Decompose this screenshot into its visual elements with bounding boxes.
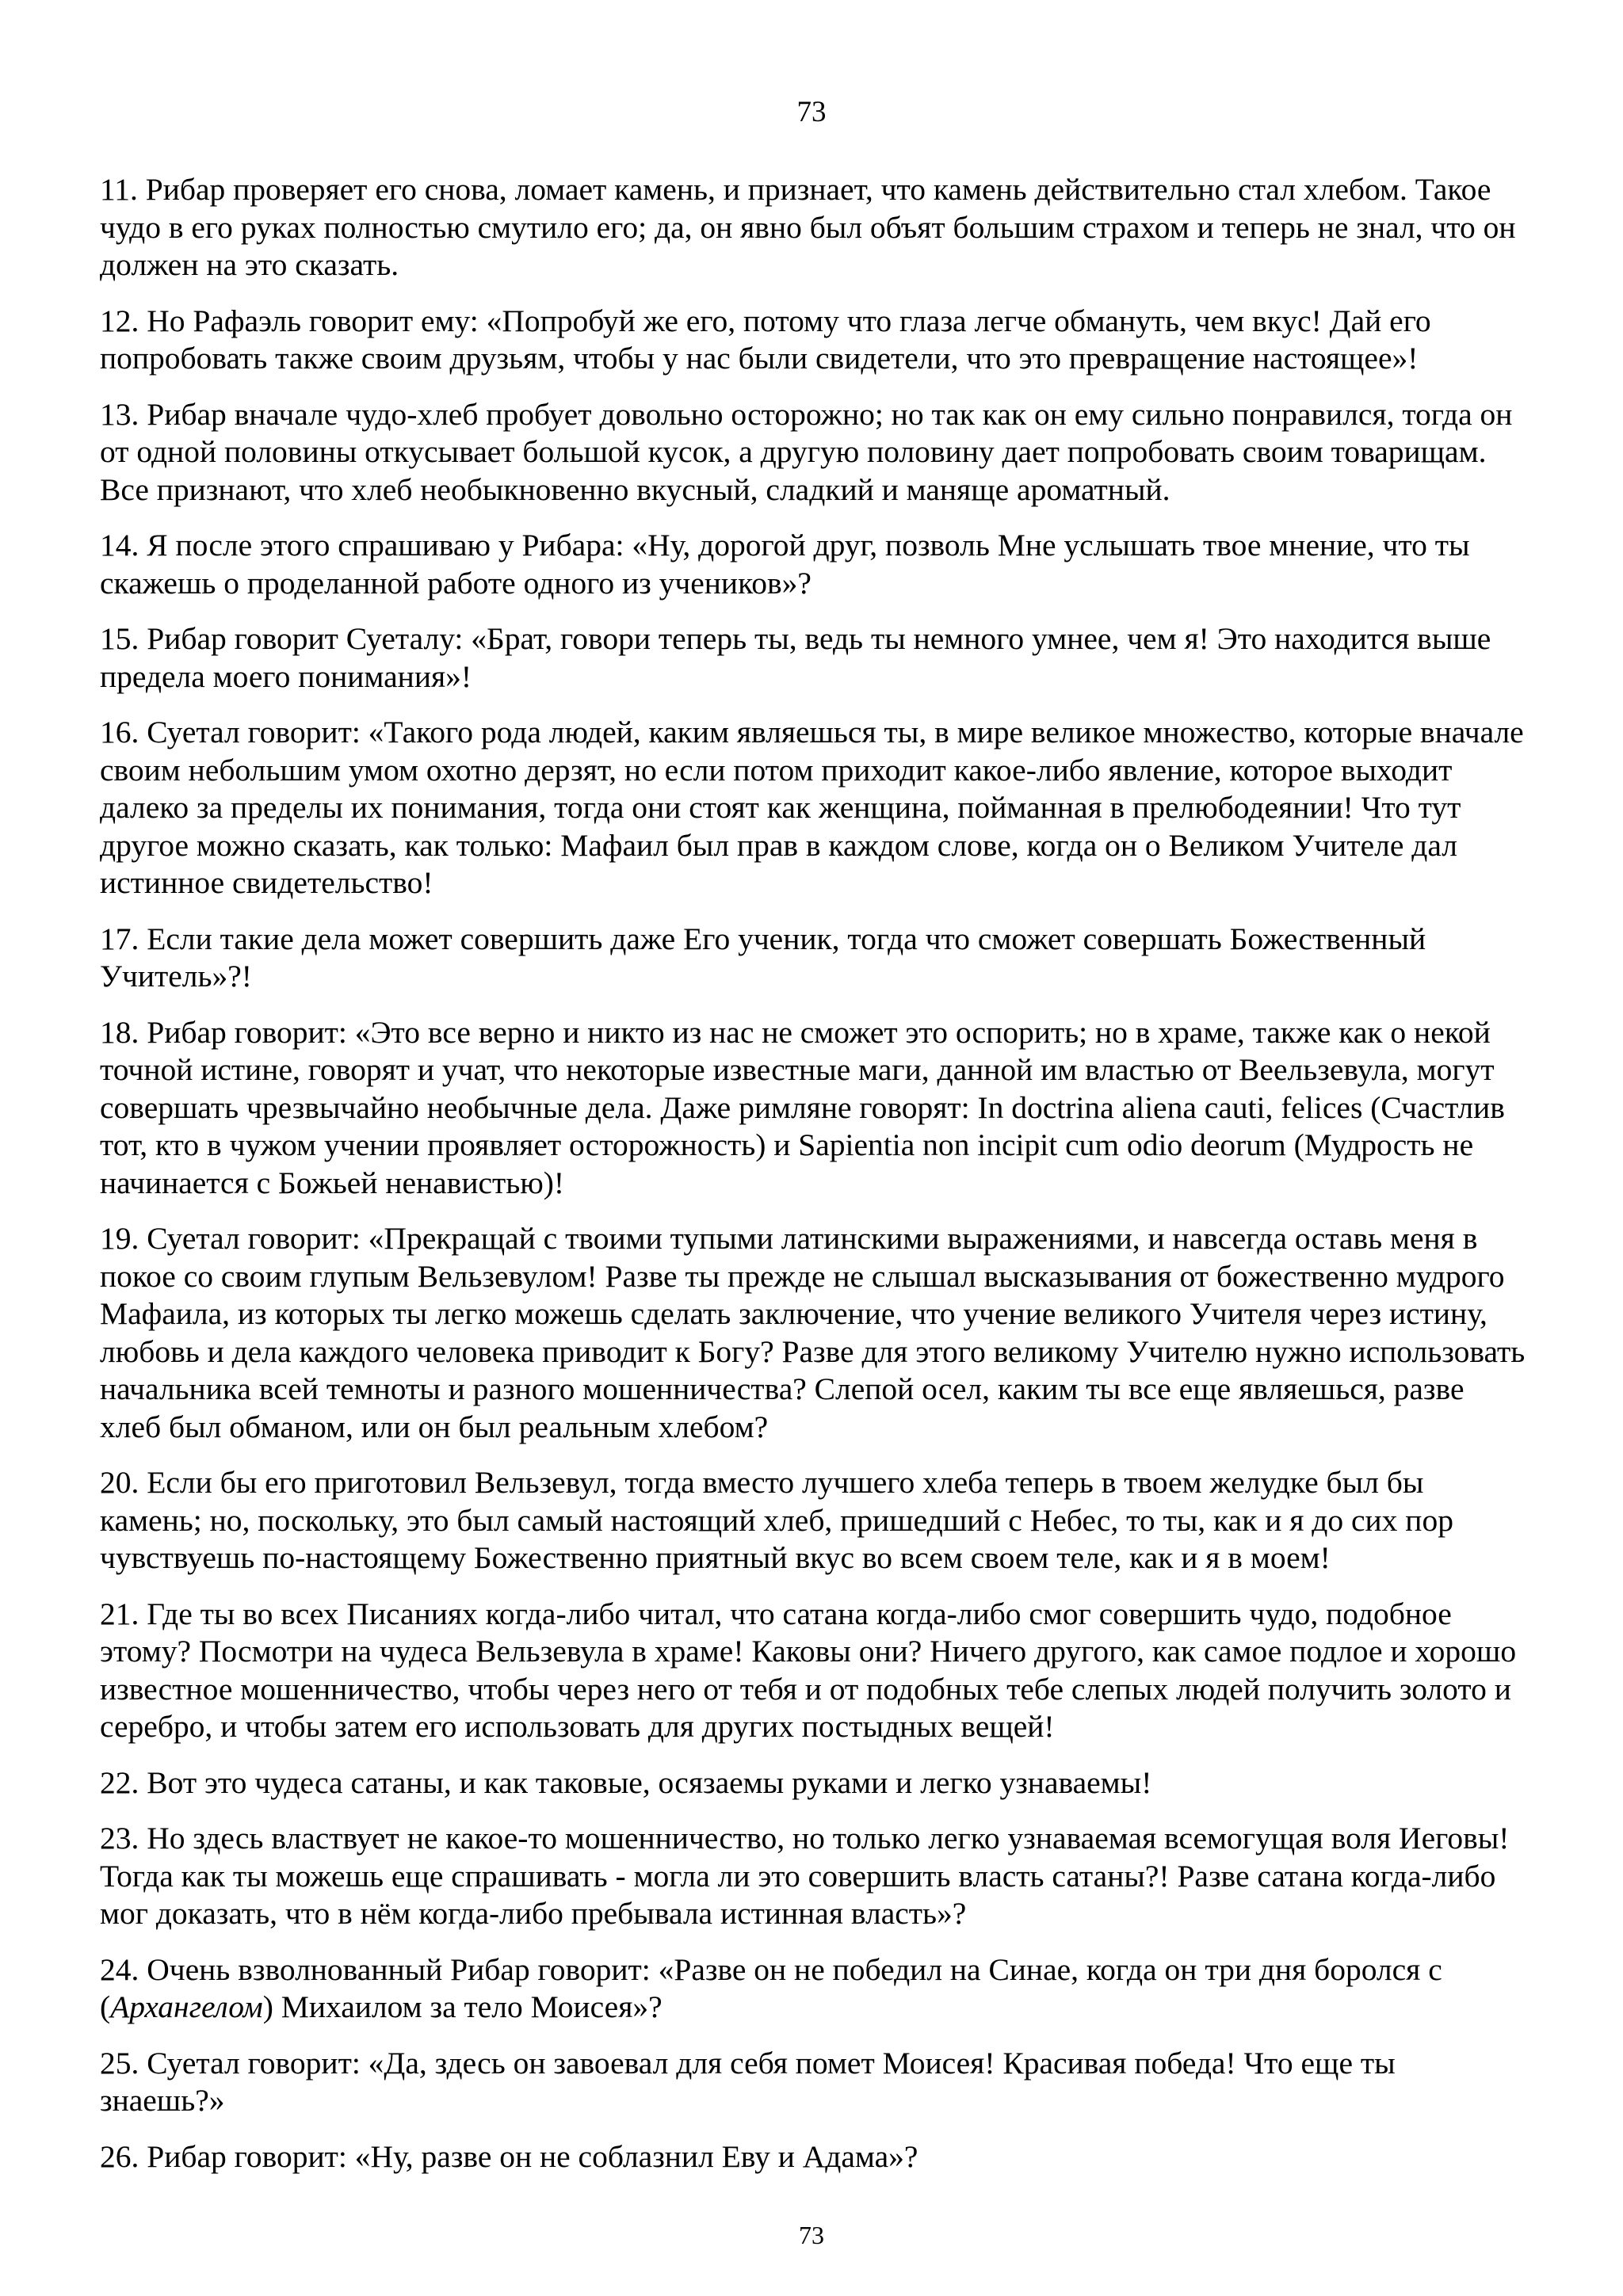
paragraph-25: 25. Суетал говорит: «Да, здесь он завоевал для себя помет Моисея! Красивая победа! Что еще ты знаешь?» [100, 2045, 1396, 2118]
paragraph-24 [100, 1951, 1526, 2027]
paragraph-17: 17. Если такие дела может совершить даже Его ученик, тогда что сможет совершать Божественный Учитель»?! [100, 921, 1426, 994]
paragraph-21: 21. Где ты во всех Писаниях когда-либо читал, что сатана когда-либо смог совершить чудо, подобное этому? Посмотри на чудеса Вельзевула в храме! Каковы они? Ничего другого, как самое подлое и хорошо известное мошенничество, чтобы через него от тебя и от подобных тебе слепых людей получить золото и серебро, и чтобы затем его использовать для других постыдных вещей! [100, 1596, 1517, 1744]
paragraph-23: 23. Но здесь властвует не какое-то мошенничество, но только легко узнаваемая всемогущая воля Иеговы! Тогда как ты можешь еще спрашивать - могла ли это совершить власть сатаны?! Разве сатана когда-либо мог доказать, что в нём когда-либо пребывала истинная власть»? [100, 1821, 1510, 1931]
paragraph-22: 22. Вот это чудеса сатаны, и как таковые, осязаемы руками и легко узнаваемы! [100, 1764, 1152, 1800]
paragraph-18: 18. Рибар говорит: «Это все верно и никто из нас не сможет это оспорить; но в храме, также как о некой точной истине, говорят и учат, что некоторые известные маги, данной им властью от Веельзевула, могут совершать чрезвычайно необычные дела. Даже римляне говорят: In doctrina aliena cauti, felices (Счастлив тот, кто в чужом учении проявляет осторожность) и Sapientia non incipit cum odio deorum (Мудрость не начинается с Божьей ненавистью)! [100, 1014, 1505, 1200]
paragraph-14: 14. Я после этого спрашиваю у Рибара: «Ну, дорогой друг, позволь Мне услышать твое мнение, что ты скажешь о проделанной работе одного из учеников»? [100, 528, 1470, 601]
paragraph-24-start: 24. Очень взволнованный Рибар говорит: «Разве он не победил на Синае, когда он три дня боролся с ( [100, 1951, 1442, 2024]
document-body [100, 171, 1526, 2194]
paragraph-26: 26. Рибар говорит: «Ну, разве он не соблазнил Еву и Адама»? [100, 2138, 918, 2174]
paragraph-24-italic: Архангелом [110, 1989, 263, 2024]
paragraph-19: 19. Суетал говорит: «Прекращай с твоими тупыми латинскими выражениями, и навсегда оставь меня в покое со своим глупым Вельзевулом! Разве ты прежде не слышал высказывания от божественно мудрого Мафаила, из которых ты легко можешь сделать заключение, что учение великого Учителя через истину, любовь и дела каждого человека приводит к Богу? Разве для этого великому Учителю нужно использовать начальника всей темноты и разного мошенничества? Слепой осел, каким ты все еще являешься, разве хлеб был обманом, или он был реальным хлебом? [100, 1221, 1526, 1444]
paragraph-13: 13. Рибар вначале чудо-хлеб пробует довольно осторожно; но так как он ему сильно понравился, тогда он от одной половины откусывает большой кусок, а другую половину дает попробовать своим товарищам. Все признают, что хлеб необыкновенно вкусный, сладкий и манящe ароматный. [100, 396, 1513, 507]
paragraph-12: 12. Но Рафаэль говорит ему: «Попробуй же его, потому что глаза легче обмануть, чем вкус! Дай его попробовать также своим друзьям, чтобы у нас были свидетели, что это превращение настоящее»! [100, 303, 1431, 376]
paragraph-15: 15. Рибар говорит Суеталу: «Брат, говори теперь ты, ведь ты немного умнее, чем я! Это находится выше предела моего понимания»! [100, 621, 1491, 694]
page-number-bottom: 73 [799, 2221, 824, 2249]
page-number-top: 73 [796, 96, 827, 128]
paragraph-24-end: ) Михаилом за тело Моисея»? [262, 1989, 663, 2024]
paragraph-16: 16. Суетал говорит: «Такого рода людей, каким являешься ты, в мире великое множество, которые вначале своим небольшим умом охотно дерзят, но если потом приходит какое-либо явление, которое выходит далеко за пределы их понимания, тогда они стоят как женщина, пойманная в прелюбодеянии! Что тут другое можно сказать, как только: Мафаил был прав в каждом слове, когда он о Великом Учителе дал истинное свидетельство! [100, 715, 1524, 900]
paragraph-20: 20. Если бы его приготовил Вельзевул, тогда вместо лучшего хлеба теперь в твоем желудке был бы камень; но, поскольку, это был самый настоящий хлеб, пришедший с Небес, то ты, как и я до сих пор чувствуешь по-настоящему Божественно приятный вкус во всем своем теле, как и я в моем! [100, 1465, 1453, 1575]
paragraph-11: 11. Рибар проверяет его снова, ломает камень, и признает, что камень действительно стал хлебом. Такое чудо в его руках полностью смутило его; да, он явно был объят большим страхом и теперь не знал, что он должен на это сказать. [100, 172, 1516, 282]
